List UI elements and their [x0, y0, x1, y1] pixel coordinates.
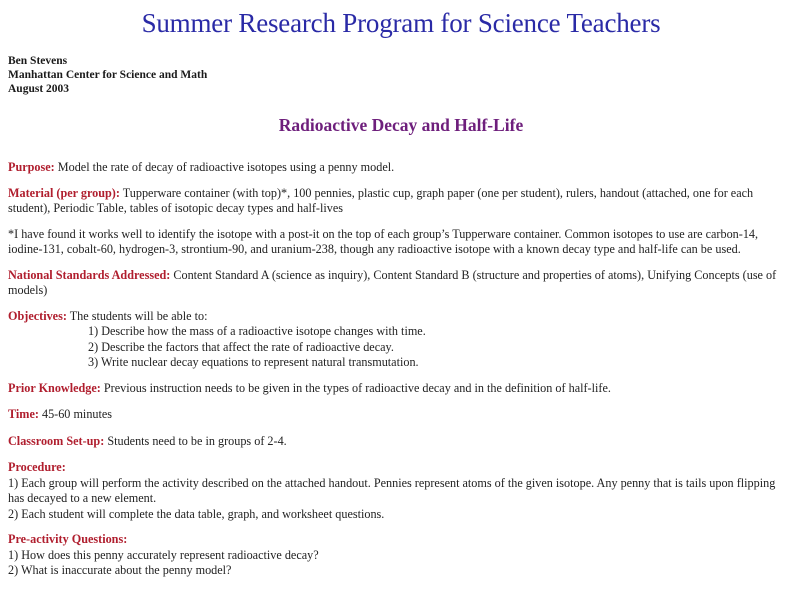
pre-activity-item: 1) How does this penny accurately represent radioactive decay?: [8, 547, 319, 562]
time-text: 45-60 minutes: [38, 407, 113, 421]
author-name: Ben Stevens: [8, 55, 68, 67]
procedure-item: 1) Each group will perform the activity described on the attached handout. Pennies represent atoms of the given isotope. Any penny that is tails upon flipping has decayed to a new element.: [8, 475, 776, 505]
purpose-label: Purpose:: [8, 160, 55, 174]
time-label: Time:: [8, 407, 39, 421]
procedure-item: 2) Each student will complete the data table, graph, and worksheet questions.: [8, 506, 385, 521]
document-page: [0, 7, 800, 579]
objectives-label: Objectives:: [8, 308, 67, 323]
pre-activity-item: 2) What is inaccurate about the penny model?: [8, 563, 232, 577]
author-block: [8, 54, 794, 96]
purpose-text: Model the rate of decay of radioactive isotopes using a penny model.: [54, 160, 395, 174]
school-name: Manhattan Center for Science and Math: [8, 69, 208, 81]
lesson-title: Radioactive Decay and Half-Life: [278, 115, 524, 135]
prior-knowledge-label: Prior Knowledge:: [8, 380, 101, 395]
objectives-intro: The students will be able to:: [66, 308, 208, 323]
material-section: [8, 186, 794, 217]
objectives-section: [8, 309, 794, 371]
objective-item: 3) Write nuclear decay equations to represent natural transmutation.: [88, 355, 419, 369]
standards-section: [8, 268, 794, 299]
standards-label: National Standards Addressed:: [8, 267, 171, 282]
procedure-section: [8, 460, 794, 522]
prior-knowledge-section: [8, 381, 794, 397]
program-title: Summer Research Program for Science Teachers: [141, 8, 661, 38]
objective-item: 2) Describe the factors that affect the rate of radioactive decay.: [88, 339, 394, 354]
setup-section: [8, 434, 794, 450]
material-label: Material (per group):: [8, 185, 120, 200]
purpose-section: [8, 160, 794, 176]
prior-knowledge-text: Previous instruction needs to be given in the types of radioactive decay and in the definition of half-life.: [100, 380, 611, 395]
isotope-note: *I have found it works well to identify the isotope with a post-it on the top of each group’s Tupperware container. Common isotopes to use are carbon-14, iodine-131, cobalt-60, hydrogen-3, strontium-90, and uranium-238, though any radioactive isotope with a known decay type and half-life can be used.: [8, 226, 759, 256]
setup-text: Students need to be in groups of 2-4.: [104, 433, 287, 448]
material-text: Tupperware container (with top)*, 100 pennies, plastic cup, graph paper (one per student), rulers, handout (attached, one for each student), Periodic Table, tables of isotopic decay types and half-lives: [8, 185, 754, 215]
procedure-label: Procedure:: [8, 460, 66, 474]
date: August 2003: [8, 83, 70, 95]
time-section: [8, 407, 794, 423]
pre-activity-label: Pre-activity Questions:: [8, 532, 128, 546]
setup-label: Classroom Set-up:: [8, 433, 105, 448]
pre-activity-section: [8, 532, 794, 579]
objective-item: 1) Describe how the mass of a radioactive isotope changes with time.: [88, 324, 426, 338]
standards-text: Content Standard A (science as inquiry), Content Standard B (structure and properties of atoms), Unifying Concepts (use of models): [8, 267, 777, 297]
